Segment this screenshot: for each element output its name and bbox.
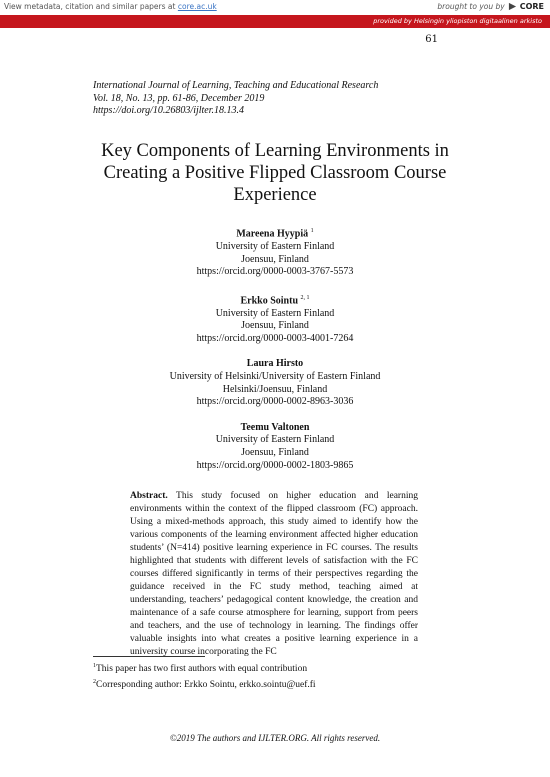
author-name: Erkko Sointu (240, 295, 299, 307)
author-name: Teemu Valtonen (240, 421, 310, 433)
journal-volume: Vol. 18, No. 13, pp. 61-86, December 2019 (93, 92, 265, 104)
footnote-text: This paper has two first authors with equal contribution (96, 664, 308, 675)
author-orcid[interactable]: https://orcid.org/0000-0003-3767-5573 (196, 266, 354, 278)
title-line-3: Experience (233, 185, 317, 205)
author-block (0, 358, 550, 408)
provider-banner (0, 15, 550, 28)
page-number: 61 (425, 34, 438, 45)
core-logo-text[interactable]: CORE (519, 2, 544, 11)
author-name: Laura Hirsto (246, 358, 304, 370)
author-affiliation: University of Helsinki/University of Eastern Finland (169, 371, 381, 382)
journal-info (93, 80, 473, 118)
core-banner-text: View metadata, citation and similar papers at (4, 2, 176, 11)
title-line-2: Creating a Positive Flipped Classroom Course (103, 163, 447, 183)
author-block (0, 422, 550, 472)
provider-text[interactable]: provided by Helsingin yliopiston digitaalinen arkisto (373, 17, 542, 25)
author-orcid[interactable]: https://orcid.org/0000-0002-1803-9865 (196, 459, 354, 471)
brought-by-text: brought to you by (437, 2, 505, 11)
author-sup: 1 (310, 228, 314, 234)
author-location: Joensuu, Finland (241, 320, 309, 332)
author-affiliation: University of Eastern Finland (215, 240, 335, 252)
author-location: Helsinki/Joensuu, Finland (222, 383, 328, 395)
core-logo-icon (508, 2, 517, 11)
author-block (0, 225, 550, 279)
title-line-1: Key Components of Learning Environments in (101, 141, 449, 161)
footnote-mark: 1 (93, 663, 96, 669)
abstract (130, 490, 418, 659)
paper-title (60, 140, 490, 206)
author-name: Mareena Hyypiä (236, 228, 309, 240)
abstract-text: This study focused on higher education and learning environments within the context of the flipped classroom (FC) approach. Using a mixed-methods approach, this study aimed to identify how the various components of the learning environment affected higher education students’ (N=414) positive learning experience in FC courses. The results highlighted that students with different levels of satisfaction with the FC courses differed significantly in terms of their perspectives regarding the guidance received in the FC study method, teaching aimed at understanding, teachers’ pedagogical content knowledge, the creation and maintenance of a safe course atmosphere for learning, support from peers and teachers, and the use of technology in learning. The findings offer valuable insights into what creates a positive learning experience in a university course incorporating the FC (130, 491, 418, 657)
author-location: Joensuu, Finland (241, 446, 309, 458)
author-list (0, 225, 550, 485)
core-banner (0, 0, 550, 14)
core-banner-left (4, 2, 217, 11)
footnotes (93, 660, 473, 692)
abstract-label: Abstract. (130, 491, 168, 501)
footnote-mark: 2 (93, 679, 96, 686)
journal-doi[interactable]: https://doi.org/10.26803/ijlter.18.13.4 (93, 105, 245, 116)
footnote-text: Corresponding author: Erkko Sointu, erkko.sointu@uef.fi (96, 680, 316, 691)
footnote-item (93, 660, 473, 676)
copyright-notice: ©2019 The authors and IJLTER.ORG. All rights reserved. (169, 733, 381, 743)
footnote-divider (93, 656, 205, 657)
core-link[interactable]: core.ac.uk (177, 2, 217, 11)
author-block (0, 292, 550, 346)
core-banner-right (437, 2, 544, 11)
footnote-item (93, 676, 473, 692)
author-affiliation: University of Eastern Finland (215, 434, 335, 446)
author-orcid[interactable]: https://orcid.org/0000-0002-8963-3036 (196, 396, 354, 408)
author-orcid[interactable]: https://orcid.org/0000-0003-4001-7264 (196, 332, 354, 344)
author-sup: 2, 1 (300, 294, 310, 301)
author-location: Joensuu, Finland (241, 253, 309, 265)
author-affiliation: University of Eastern Finland (215, 307, 335, 319)
journal-name: International Journal of Learning, Teaching and Educational Research (93, 80, 379, 91)
